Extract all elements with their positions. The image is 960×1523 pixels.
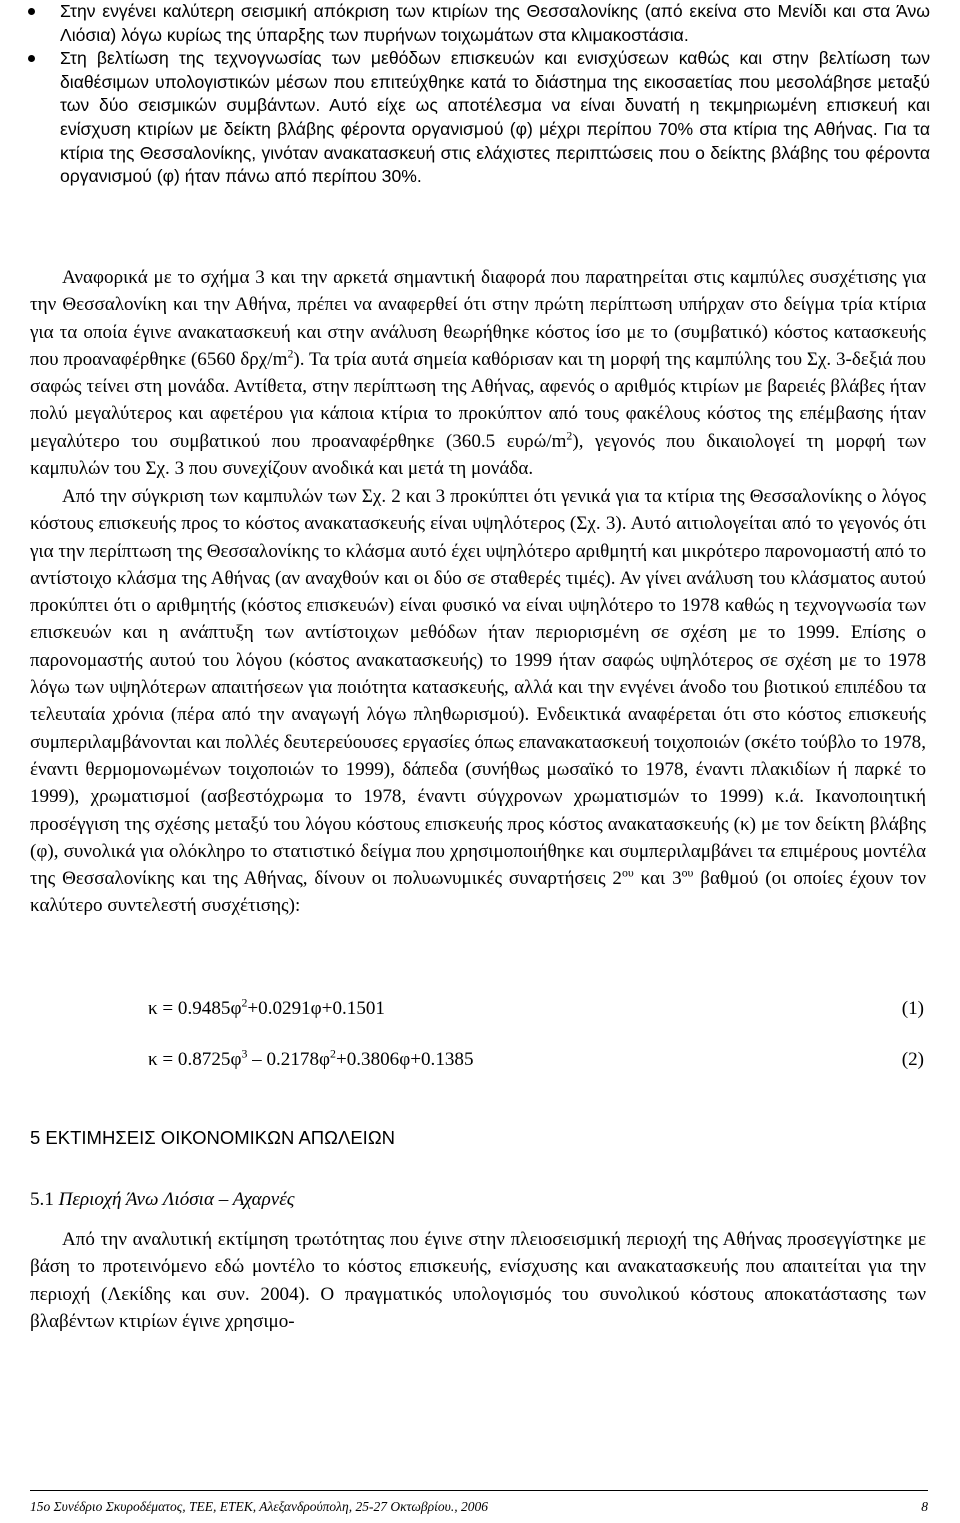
- equation-2-number: (2): [901, 1049, 924, 1070]
- footer-divider: [30, 1490, 928, 1491]
- footer-conference: 15ο Συνέδριο Σκυροδέματος, ΤΕΕ, ΕΤΕΚ, Αλεξανδρούπολη, 25-27 Οκτωβρίου., 2006: [30, 1499, 488, 1514]
- equation-1-number: (1): [901, 998, 924, 1019]
- bullet-list: [28, 0, 930, 189]
- paragraph-comparison: Από την σύγκριση των καμπυλών των Σχ. 2 και 3 προκύπτει ότι γενικά για τα κτίρια της Θεσσαλονίκης ο λόγος κόστους επισκευής προς το κόστος ανακατασκευής είναι υψηλότερος (Σχ. 3). Αυτό αιτιολογείται από το γεγονός ότι για την περίπτωση της Θεσσαλονίκης το κλάσμα αυτό έχει υψηλότερο αριθμητή και μικρότερο παρονομαστή από το αντίστοιχο κλάσμα της Αθήνας (αν αναχθούν και οι δύο σε σταθερές τιμές). Αν γίνει ανάλυση του κλάσματος αυτού προκύπτει ότι ο αριθμητής (κόστος επισκευών) είναι φυσικό να είναι υψηλότερο το 1978 καθώς η τεχνογνωσία των επισκευών και η ανάπτυξη των αντίστοιχων μεθόδων ήταν περιορισμένη σε σχέση με το 1999. Επίσης ο παρονομαστής αυτού του λόγου (κόστος ανακατασκευής) το 1999 ήταν σαφώς υψηλότερος σε σχέση με το 1978 λόγω των υψηλότερων απαιτήσεων για ποιότητα κατασκευής, αλλά και την ενγένει άνοδο του βιοτικού επιπέδου τα τελευταία χρόνια (πέρα από την αναγωγή λόγω πληθωρισμού). Ενδεικτικά αναφέρεται ότι στο κόστος επισκευής συμπεριλαμβάνονται και πολλές δευτερεύουσες εργασίες όπως επανακατασκευή τοιχοποιών (σκέτο τούβλο το 1978, έναντι θερμομονωμένων τοιχοποιών το 1999), δάπεδα (συνήθως μωσαϊκό το 1978, έναντι πλακιδίων ή παρκέ το 1999), χρωματισμοί (ασβεστόχρωμα το 1978, έναντι σύγχρονων χρωματισμών το 1999) κ.ά. Ικανοποιητική προσέγγιση της σχέσης μεταξύ του λόγου κόστους επισκευής προς κόστος ανακατασκευής (κ) με τον δείκτη βλάβης (φ), συνολικά για ολόκληρο το στατιστικό δείγμα που χρησιμοποιήθηκε και συμπεριλαμβάνει τα επιμέρους μοντέλα της Θεσσαλονίκης και της Αθήνας, δίνουν οι πολυωνυμικές συναρτήσεις $2^{o\upsilon}$ και $3^{o\upsilon}$ βαθμού (οι οποίες έχουν τον καλύτερο συντελεστή συσχέτισης):: [30, 486, 926, 917]
- paragraph-figure-3-discussion: Αναφορικά με το σχήμα 3 και την αρκετά σημαντική διαφορά που παρατηρείται στις καμπύλες συσχέτισης για την Θεσσαλονίκη και την Αθήνα, πρέπει να αναφερθεί ότι στην πρώτη περίπτωση υπήρχαν στο δείγμα τρία κτίρια για τα οποία έγινε ανακατασκευή και στην ανάλυση θεωρήθηκε κόστος ίσο με το (συμβατικό) κόστος κατασκευής που προαναφέρθηκε (6560 δρχ/$m^2$). Τα τρία αυτά σημεία καθόρισαν και τη μορφή της καμπύλης του Σχ. 3-δεξιά που σαφώς τείνει στη μονάδα. Αντίθετα, στην περίπτωση της Αθήνας, αφενός ο αριθμός κτιρίων με βαρειές βλάβες ήταν πολύ μεγαλύτερος και αφετέρου για κάποια κτίρια το προκύπτον από τους φακέλους κόστος της επέμβασης ήταν μεγαλύτερο του συμβατικού που προαναφέρθηκε (360.5 ευρώ/$m^2$), γεγονός που δικαιολογεί τη μορφή των καμπυλών του Σχ. 3 που συνεχίζουν ανοδικά και μετά τη μονάδα.: [30, 267, 927, 480]
- bullet-text: Στη βελτίωση της τεχνογνωσίας των μεθόδων επισκευών και ενισχύσεων καθώς και στην βελτίωση των διαθέσιμων υπολογιστικών μέσων που επιτεύχθηκε κατά το διάστημα της εικοσαετίας που μεσολάβησε μεταξύ των δύο σεισμικών συμβάντων. Αυτό είχε ως αποτέλεσμα να είναι δυνατή η τεκμηριωμένη επισκευή και ενίσχυση κτιρίων με δείκτη βλάβης φέροντα οργανισμού (φ) μέχρι περίπου 70% στα κτίρια της Αθήνας. Για τα κτίρια της Θεσσαλονίκης, γινόταν ανακατασκευή στις ελάχιστες περιπτώσεις που ο δείκτης βλάβης του φέροντα οργανισμού (φ) ήταν πάνω από περίπου 30%.: [60, 48, 930, 187]
- equation-1: [148, 995, 924, 1023]
- section-heading-5: 5 ΕΚΤΙΜΗΣΕΙΣ ΟΙΚΟΝΟΜΙΚΩΝ ΑΠΩΛΕΙΩΝ: [30, 1127, 396, 1148]
- bullet-icon: [28, 8, 35, 15]
- bullet-text: Στην ενγένει καλύτερη σεισμική απόκριση των κτιρίων της Θεσσαλονίκης (από εκείνα στο Μενίδι και στα Άνω Λιόσια) λόγω κυρίως της ύπαρξης των πυρήνων τοιχωμάτων στα κλιμακοστάσια.: [60, 1, 930, 45]
- bullet-item: [28, 0, 930, 47]
- subsection-heading-5-1: 5.1 Περιοχή Άνω Λιόσια – Αχαρνές: [30, 1189, 295, 1210]
- bullet-item: [28, 47, 930, 189]
- equation-1-formula: $\kappa = 0.9485\varphi^2+0.0291\varphi+0.1501$: [148, 995, 385, 1019]
- paragraph-loss-estimation: Από την αναλυτική εκτίμηση τρωτότητας που έγινε στην πλειοσεισμική περιοχή της Αθήνας προσεγγίστηκε με βάση το προτεινόμενο εδώ μοντέλο το κόστος επισκευής, ενίσχυσης και ανακατασκευής που απαιτείται για την περιοχή (Λεκίδης και συν. 2004). Ο πραγματικός υπολογισμός του συνολικού κόστους αποκατάστασης των βλαβέντων κτιρίων έγινε χρησιμο-: [30, 1229, 926, 1332]
- equation-2-formula: $\kappa = 0.8725\varphi^3 - 0.2178\varphi^2+0.3806\varphi+0.1385$: [148, 1046, 474, 1070]
- bullet-icon: [28, 55, 35, 62]
- equation-2: [148, 1046, 924, 1074]
- page-number: 8: [921, 1499, 928, 1514]
- page-footer: [30, 1497, 928, 1517]
